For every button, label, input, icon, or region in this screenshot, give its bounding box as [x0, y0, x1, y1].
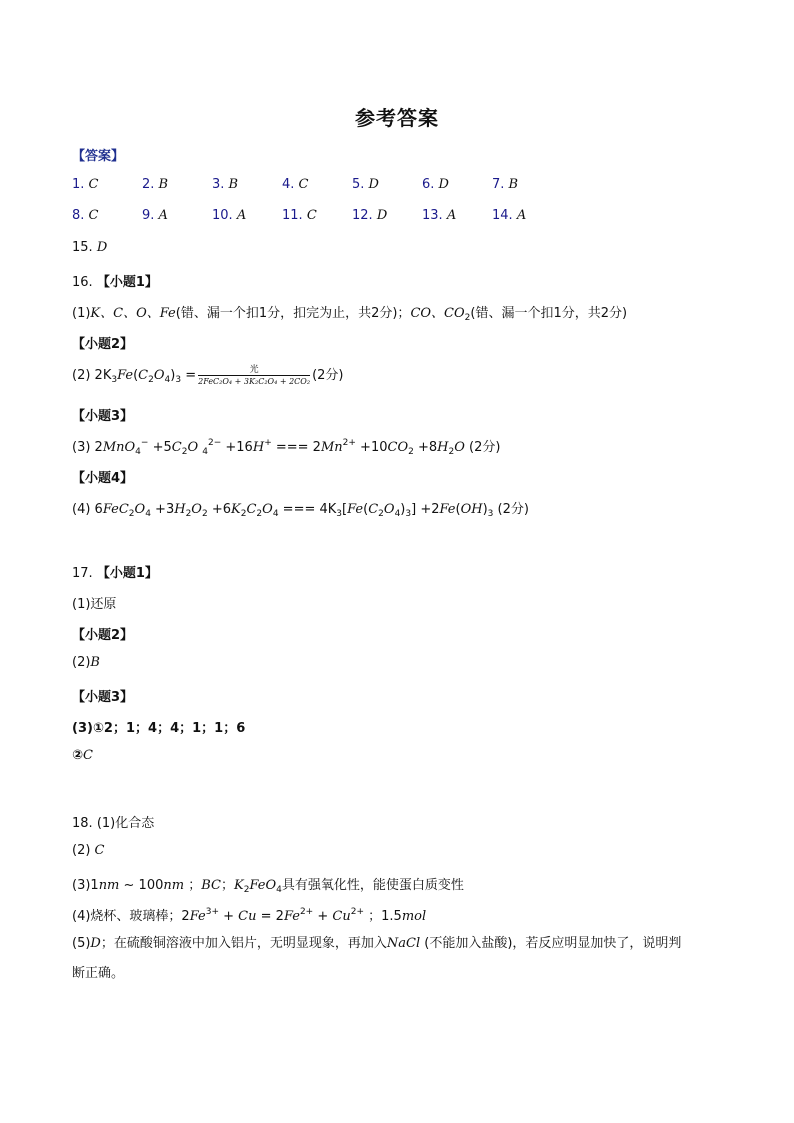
q16-sub4-answer: (4) $6FeC_2O_4 +3H_2O_2 +6K_2C_2O_4$ === $4K_3[Fe(C_2O_4)_3] +2Fe(OH)_3$ (2分)	[72, 502, 529, 519]
q18-answer-4: (4)烧杯、玻璃棒；$2Fe^{3+} + Cu = 2Fe^{2+} + Cu^{2+}$ ；1.5mol	[72, 907, 427, 924]
q16-sub3-label: 【小题3】	[72, 409, 134, 424]
page-title: 参考答案	[355, 106, 439, 130]
q18-answer-5: (5)D；在硫酸铜溶液中加入铝片，无明显现象，再加入NaCl (不能加入盐酸)，若反应明显加快了，说明判 断正确。	[72, 936, 682, 981]
q16-sub3-answer: (3) $2MnO_4^- +5C_2O$ $_4^{2-}$ +16H+ === $2Mn^{2+} +10CO_2 +8H_2O$ (2分)	[72, 438, 501, 457]
answer-item: 12. D	[352, 208, 388, 223]
answer-item: 3. B	[212, 177, 239, 192]
answer-item: 4. C	[282, 177, 309, 192]
q16-sub1-answer: (1)K、C、O、Fe(错、漏一个扣1分，扣完为止，共2分)；CO、$CO_2$(错、漏一个扣1分，共2分)	[72, 306, 628, 323]
q17-sub2-answer: (2)B	[72, 655, 100, 670]
answer-item: 8. C	[72, 208, 99, 223]
answer-item: 14. A	[492, 208, 527, 223]
answer-item: 2. B	[142, 177, 169, 192]
q17-header: 17. 【小题1】	[72, 566, 158, 581]
q18-answer-1: 18. (1)化合态	[72, 816, 155, 831]
reaction-condition: $\frac{\text{光}}{\text{2FeC₂O₄ + 3K₂C₂O₄ + 2CO₂}}$	[198, 364, 311, 386]
answer-item: 11. C	[282, 208, 317, 223]
q17-sub2-label: 【小题2】	[72, 628, 134, 643]
q18-answer-2: (2) C	[72, 843, 105, 858]
answer-item: 6. D	[422, 177, 449, 192]
q17-sub3-label: 【小题3】	[72, 690, 134, 705]
q16-sub4-label: 【小题4】	[72, 471, 134, 486]
answer-tag: 【答案】	[72, 149, 125, 164]
answer-item: 5. D	[352, 177, 379, 192]
q16-header: 16. 【小题1】	[72, 275, 158, 290]
answer-item: 9. A	[142, 208, 168, 223]
q17-sub3-answer: (3)①2；1；4；4；1；1；6	[72, 721, 246, 736]
q15-answer: 15. D	[72, 240, 108, 255]
q16-sub2-label: 【小题2】	[72, 337, 134, 352]
q17-sub3-answer-2: ②C	[72, 748, 93, 763]
answer-item: 10. A	[212, 208, 247, 223]
q18-answer-3: (3)1nm ~ 100nm ；BC；$K_2FeO_4$具有强氧化性，能使蛋白质变性	[72, 878, 464, 895]
q16-sub2-answer: (2) $2K_3Fe(C_2O_4)_3$ = $\frac{\text{光}}{\text{2FeC₂O₄ + 3K₂C₂O₄ + 2CO₂}}$ (2分)	[72, 364, 344, 386]
answer-item: 1. C	[72, 177, 99, 192]
answer-item: 7. B	[492, 177, 519, 192]
q17-sub1-answer: (1)还原	[72, 597, 117, 612]
answer-item: 13. A	[422, 208, 457, 223]
